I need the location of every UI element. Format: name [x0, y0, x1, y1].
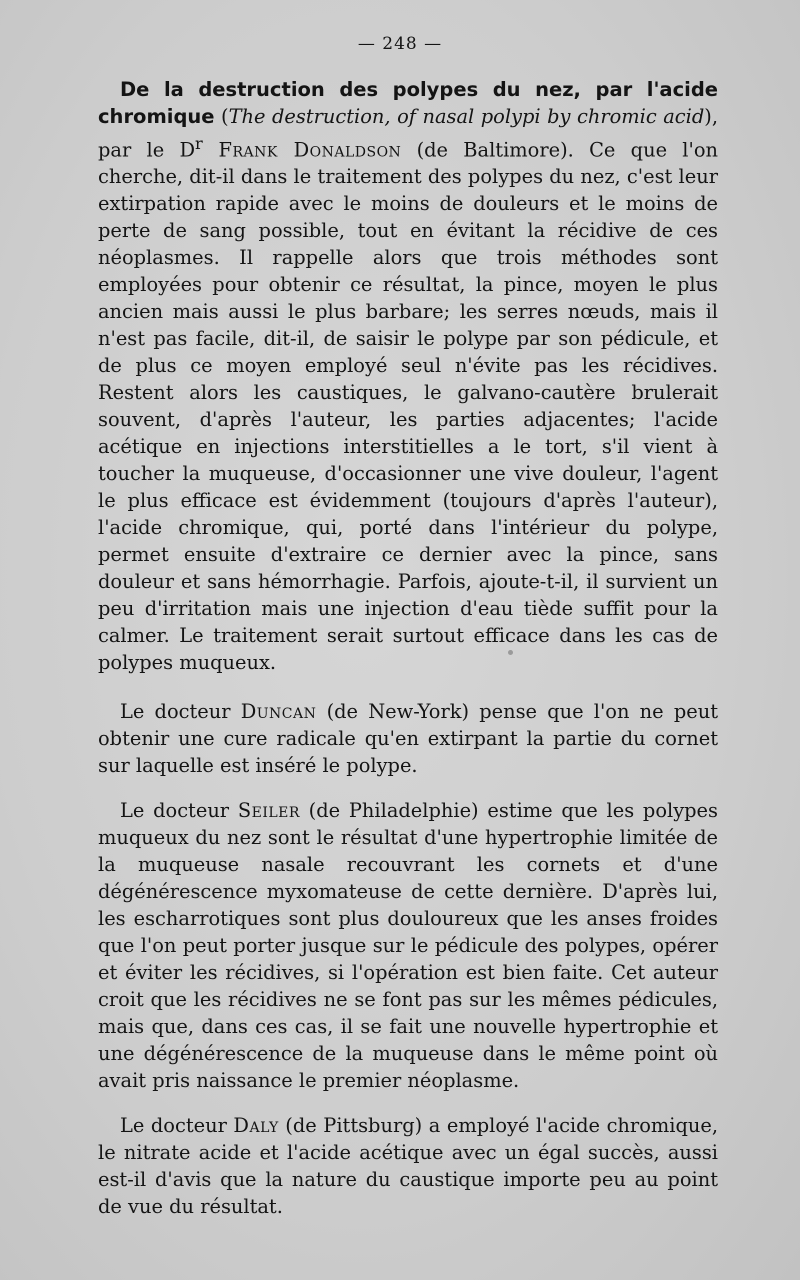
- page-number: — 248 —: [357, 34, 443, 54]
- doctor-name: Daly: [233, 1114, 279, 1138]
- article-body: (de Baltimore). Ce que l'on cherche, dit-il dans le traitement des polypes du nez, c'est leur extirpation rapide avec le moins de douleurs et le moins de perte de sang possible, tout en évitant la récidive de ces néoplasmes. Il rappelle alors que trois méthodes sont employées pour obtenir ce résultat, la pince, moyen le plus ancien mais aussi le plus barbare; les serres nœuds, mais il n'est pas facile, dit-il, de saisir le polype par son pédicule, et de plus ce moyen employé seul n'évite pas les récidives. Restent alors les caustiques, le galvano-cautère brulerait souvent, d'après l'auteur, les parties adjacentes; l'acide acétique en injections interstitielles a le tort, s'il vient à toucher la muqueuse, d'occasionner une vive douleur, l'agent le plus efficace est évidemment (toujours d'après l'auteur), l'acide chromique, qui, porté dans l'intérieur du polype, permet ensuite d'extraire ce dernier avec la pince, sans douleur et sans hémorrhagie. Parfois, ajoute-t-il, il survient un peu d'irritation mais une injection d'eau tiède suffit pour la calmer. Le traitement serait surtout efficace dans les cas de polypes muqueux.: [98, 138, 719, 675]
- doctor-abbrev-sup: r: [195, 134, 203, 153]
- paragraph-duncan: [98, 698, 718, 779]
- paragraph-body: (de Pittsburg) a employé l'acide chromique, le nitrate acide et l'acide acétique avec un égal succès, aussi est-il d'avis que la nature du caustique importe peu au point de vue du résultat.: [98, 1114, 718, 1219]
- paragraph-daly: [98, 1112, 718, 1220]
- paragraph-prefix: Le docteur: [120, 1114, 234, 1138]
- author-name: Frank Donaldson: [202, 138, 402, 162]
- article-title: De la destruction des polypes du nez, par l'acide chromique: [98, 78, 718, 128]
- doctor-name: Duncan: [240, 700, 317, 724]
- paragraph-body: (de Philadelphie) estime que les polypes muqueux du nez sont le résultat d'une hypertrophie limitée de la muqueuse nasale recouvrant les cornets et d'une dégénérescence myxomateuse de cette dernière. D'après lui, les escharrotiques sont plus douloureux que les anses froides que l'on peut porter jusque sur le pédicule des polypes, opérer et éviter les récidives, si l'opération est bien faite. Cet auteur croit que les récidives ne se font pas sur les mêmes pédicules, mais que, dans ces cas, il se fait une nouvelle hypertrophie et une dégénérescence de la muqueuse dans le même point où avait pris naissance le premier néoplasme.: [98, 799, 718, 1093]
- title-paren-open: (: [214, 105, 229, 128]
- page-body: [98, 76, 718, 1238]
- doctor-name: Seiler: [237, 799, 300, 823]
- paragraph-body: (de New-York) pense que l'on ne peut obtenir une cure radicale qu'en extirpant la partie du cornet sur laquelle est inséré le polype.: [98, 700, 718, 778]
- ink-speck: [508, 650, 513, 655]
- english-title: The destruction, of nasal polypi by chromic acid: [228, 105, 705, 128]
- paragraph-prefix: Le docteur: [120, 700, 241, 724]
- paragraph-prefix: Le docteur: [120, 799, 238, 823]
- author-prefix: ), par le D: [98, 105, 718, 162]
- article-paragraph: [98, 76, 718, 676]
- paragraph-seiler: [98, 797, 718, 1094]
